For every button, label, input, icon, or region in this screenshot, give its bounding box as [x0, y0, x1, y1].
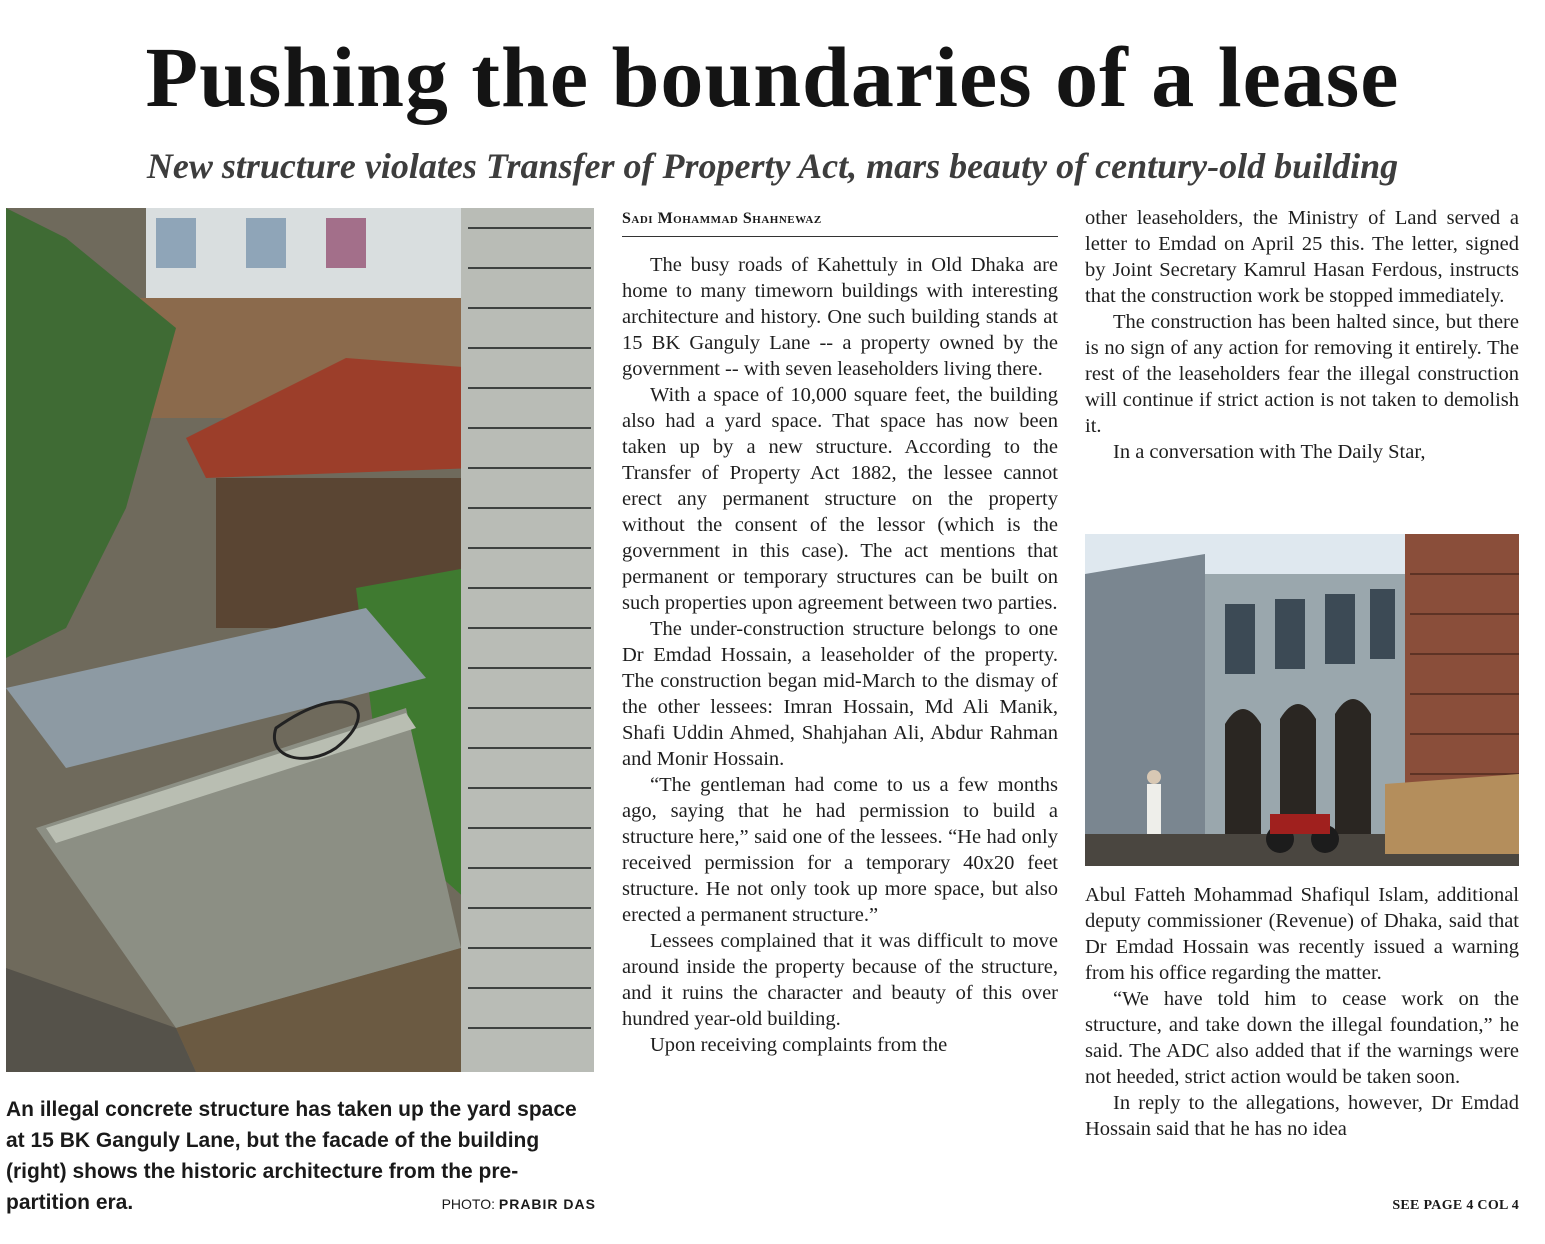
photo-illegal-structure	[6, 208, 594, 1072]
paragraph: Lessees complained that it was difficult to move around inside the property because of the structure, and it ruins the character and beauty of this over hundred year-old building.	[622, 930, 1058, 1030]
paragraph: The under-construction structure belongs to one Dr Emdad Hossain, a leaseholder of the property. The construction began mid-March to the dismay of the other lessees: Imran Hossain, Md Ali Manik, Shafi Uddin Ahmed, Shahjahan Ali, Abdur Rahman and Monir Hossain.	[622, 618, 1058, 770]
article-column-2	[622, 252, 1058, 1227]
headline: Pushing the boundaries of a lease	[145, 29, 1400, 125]
photo-credit-label: PHOTO:	[441, 1196, 495, 1212]
photo-credit	[410, 1194, 596, 1214]
paragraph: other leaseholders, the Ministry of Land served a letter to Emdad on April 25 this. The letter, signed by Joint Secretary Kamrul Hasan Ferdous, instructs that the construction work be stopped immediately.	[1085, 207, 1519, 307]
paragraph: Abul Fatteh Mohammad Shafiqul Islam, additional deputy commissioner (Revenue) of Dhaka, said that Dr Emdad Hossain was recently issued a warning from his office regarding the matter.	[1085, 884, 1519, 984]
paragraph: “The gentleman had come to us a few months ago, saying that he had permission to build a structure here,” said one of the lessees. “He had only received permission for a temporary 40x20 feet structure. He not only took up more space, but also erected a permanent structure.”	[622, 774, 1058, 926]
photo-credit-name: PRABIR DAS	[498, 1196, 596, 1212]
photo-caption: An illegal concrete structure has taken up the yard space at 15 BK Ganguly Lane, but the facade of the building (right) shows the historic architecture from the pre-partition era.	[6, 1098, 577, 1214]
paragraph: The busy roads of Kahettuly in Old Dhaka are home to many timeworn buildings with interesting architecture and history. One such building stands at 15 BK Ganguly Lane -- a property owned by the government -- with seven leaseholders living there.	[622, 254, 1058, 380]
paragraph: Upon receiving complaints from the	[650, 1034, 948, 1056]
paragraph: “We have told him to cease work on the structure, and take down the illegal foundation,” he said. The ADC also added that if the warnings were not heeded, strict action would be taken soon.	[1085, 988, 1519, 1088]
byline: Sadi Mohammad Shahnewaz	[622, 206, 1058, 237]
subheadline: New structure violates Transfer of Property Act, mars beauty of century-old building	[146, 146, 1399, 186]
paragraph: The construction has been halted since, but there is no sign of any action for removing it entirely. The rest of the leaseholders fear the illegal construction will continue if strict action is not taken to demolish it.	[1085, 311, 1519, 437]
article-column-3-bottom	[1085, 882, 1519, 1194]
article-column-3-top	[1085, 205, 1519, 521]
paragraph: In reply to the allegations, however, Dr Emdad Hossain said that he has no idea	[1085, 1092, 1519, 1140]
photo-historic-facade	[1085, 534, 1519, 866]
jump-line: SEE PAGE 4 COL 4	[1392, 1198, 1519, 1213]
paragraph: In a conversation with The Daily Star,	[1113, 441, 1426, 463]
paragraph: With a space of 10,000 square feet, the building also had a yard space. That space has now been taken up by a new structure. According to the Transfer of Property Act 1882, the lessee cannot erect any permanent structure on the property without the consent of the lessor (which is the government in this case). The act mentions that permanent or temporary structures can be built on such properties upon agreement between two parties.	[622, 384, 1058, 614]
